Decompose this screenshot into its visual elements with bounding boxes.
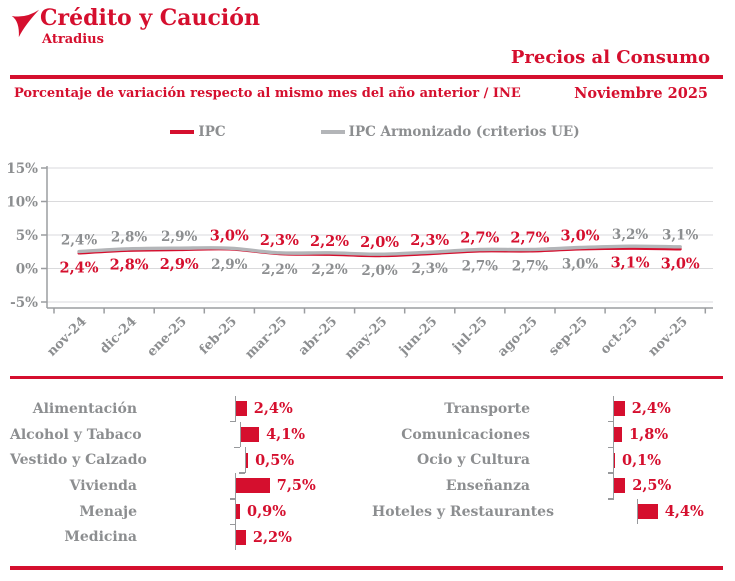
ipc-armonizado-data-label: 2,0% bbox=[361, 263, 398, 280]
ipc-data-label: 2,7% bbox=[460, 229, 500, 247]
category-value: 0,1% bbox=[622, 451, 662, 469]
legend-item-ipc bbox=[170, 124, 225, 140]
category-value: 2,4% bbox=[253, 400, 293, 418]
x-axis-label: dic-24 bbox=[97, 314, 140, 357]
x-axis-label: nov-24 bbox=[44, 314, 90, 360]
y-axis-label: 10% bbox=[6, 194, 38, 211]
ipc-data-label: 2,3% bbox=[410, 232, 450, 250]
category-row bbox=[10, 473, 376, 499]
category-row bbox=[372, 422, 735, 448]
ipc-data-label: 2,3% bbox=[259, 232, 299, 250]
ipc-armonizado-data-label: 3,0% bbox=[561, 256, 599, 273]
ipc-data-label: 3,0% bbox=[209, 227, 249, 245]
legend-label-ipc: IPC bbox=[198, 124, 226, 140]
category-bar bbox=[614, 427, 622, 442]
category-label: Transporte bbox=[444, 400, 530, 417]
category-label: Vivienda bbox=[69, 477, 137, 494]
category-label: Vestido y Calzado bbox=[10, 452, 147, 469]
category-bar-area bbox=[245, 447, 376, 473]
category-label: Alcohol y Tabaco bbox=[10, 426, 142, 443]
category-bar bbox=[638, 504, 658, 519]
x-axis-label: ago-25 bbox=[494, 314, 541, 360]
category-row bbox=[10, 396, 376, 422]
ipc-data-label: 2,8% bbox=[109, 256, 149, 274]
category-row bbox=[372, 396, 735, 422]
category-value: 2,4% bbox=[631, 400, 671, 418]
category-bar-area bbox=[637, 499, 735, 525]
x-axis-label: ene-25 bbox=[144, 314, 191, 360]
category-bar-area bbox=[235, 396, 366, 422]
category-label: Hoteles y Restaurantes bbox=[372, 503, 554, 520]
category-value: 4,1% bbox=[266, 426, 306, 444]
legend-item-ipc-armonizado bbox=[321, 124, 580, 140]
figure-subtitle: Porcentaje de variación respecto al mismo mes del año anterior / INE bbox=[14, 86, 521, 101]
y-axis-label: 15% bbox=[6, 161, 38, 177]
x-axis-label: abr-25 bbox=[295, 314, 341, 359]
category-value: 1,8% bbox=[629, 426, 669, 444]
category-row bbox=[10, 499, 376, 525]
category-bar-area bbox=[613, 473, 729, 499]
ipc-data-label: 3,0% bbox=[560, 227, 600, 245]
ipc-data-label: 2,2% bbox=[309, 232, 350, 250]
ipc-armonizado-data-label: 3,2% bbox=[611, 227, 649, 244]
category-bar-area bbox=[613, 396, 729, 422]
category-bar bbox=[236, 504, 240, 519]
category-bar-area bbox=[613, 447, 729, 473]
x-axis-label: may-25 bbox=[342, 314, 391, 363]
category-value: 2,2% bbox=[252, 528, 292, 546]
category-bar bbox=[246, 453, 248, 468]
category-label: Medicina bbox=[64, 529, 137, 546]
category-value: 0,9% bbox=[247, 503, 287, 521]
category-value: 7,5% bbox=[276, 477, 316, 495]
category-row bbox=[372, 499, 735, 525]
category-bar bbox=[236, 478, 270, 493]
ipc-data-label: 2,0% bbox=[360, 234, 400, 252]
category-bar bbox=[614, 478, 625, 493]
category-bar bbox=[236, 530, 246, 545]
category-row bbox=[10, 447, 376, 473]
x-axis-label: mar-25 bbox=[242, 314, 291, 362]
legend-label-ipc-armonizado: IPC Armonizado (criterios UE) bbox=[348, 124, 580, 140]
x-axis-label: sep-25 bbox=[546, 314, 591, 359]
category-bar bbox=[241, 427, 259, 442]
x-axis-label: jul-25 bbox=[449, 314, 491, 355]
ipc-armonizado-data-label: 2,3% bbox=[411, 261, 448, 278]
y-axis-label: 5% bbox=[15, 228, 38, 244]
chart-legend bbox=[0, 124, 735, 140]
x-axis-label: nov-25 bbox=[645, 314, 692, 360]
ipc-data-label: 3,0% bbox=[660, 255, 700, 273]
category-bar-area bbox=[235, 499, 366, 525]
category-bar bbox=[614, 453, 615, 468]
category-bar-area bbox=[613, 422, 729, 448]
category-bars-right-column bbox=[372, 396, 735, 524]
y-axis-label: -5% bbox=[10, 295, 38, 311]
category-bar-area bbox=[235, 473, 366, 499]
category-value: 2,5% bbox=[632, 477, 672, 495]
bottom-divider bbox=[10, 566, 723, 570]
category-bars-left-column bbox=[10, 396, 376, 550]
ipc-armonizado-line-swatch-icon bbox=[321, 130, 345, 134]
x-axis-label: jun-25 bbox=[396, 314, 441, 359]
category-row bbox=[10, 422, 376, 448]
ipc-data-label: 2,7% bbox=[510, 229, 550, 247]
category-bar bbox=[614, 401, 625, 416]
top-divider bbox=[10, 75, 723, 79]
ipc-line-swatch-icon bbox=[170, 130, 194, 134]
ipc-trend-chart bbox=[0, 152, 735, 372]
middle-divider bbox=[10, 376, 723, 379]
ipc-armonizado-data-label: 2,7% bbox=[461, 258, 498, 275]
category-value: 4,4% bbox=[664, 503, 704, 521]
brand-subname: Atradius bbox=[42, 32, 104, 47]
ipc-armonizado-data-label: 2,2% bbox=[311, 261, 348, 278]
x-axis-label: oct-25 bbox=[597, 314, 641, 358]
report-period: Noviembre 2025 bbox=[574, 85, 708, 102]
ipc-data-label: 3,1% bbox=[610, 254, 650, 272]
brand-name: Crédito y Caución bbox=[40, 5, 260, 31]
ipc-armonizado-data-label: 2,9% bbox=[161, 229, 198, 246]
category-bar-area bbox=[235, 524, 366, 550]
ipc-armonizado-data-label: 2,4% bbox=[60, 232, 98, 249]
category-label: Ocio y Cultura bbox=[417, 452, 530, 469]
ipc-armonizado-data-label: 2,8% bbox=[110, 229, 148, 246]
category-row bbox=[10, 524, 376, 550]
category-bar-area bbox=[240, 422, 371, 448]
ipc-armonizado-data-label: 2,2% bbox=[261, 261, 298, 278]
ipc-armonizado-data-label: 3,1% bbox=[662, 227, 699, 244]
category-label: Alimentación bbox=[32, 400, 137, 417]
page-title: Precios al Consumo bbox=[510, 47, 710, 68]
category-row bbox=[372, 447, 735, 473]
credito-y-caucion-logo-icon bbox=[10, 7, 40, 39]
ipc-armonizado-data-label: 2,9% bbox=[211, 257, 248, 274]
category-label: Menaje bbox=[79, 503, 137, 520]
ipc-armonizado-data-label: 2,7% bbox=[511, 258, 549, 275]
category-bar bbox=[236, 401, 247, 416]
ipc-data-label: 2,4% bbox=[59, 259, 99, 277]
ipc-data-label: 2,9% bbox=[159, 256, 199, 274]
category-label: Comunicaciones bbox=[401, 426, 530, 443]
category-label: Enseñanza bbox=[445, 477, 530, 494]
x-axis-label: feb-25 bbox=[196, 314, 241, 358]
category-row bbox=[372, 473, 735, 499]
category-value: 0,5% bbox=[255, 451, 295, 469]
y-axis-label: 0% bbox=[15, 261, 38, 278]
